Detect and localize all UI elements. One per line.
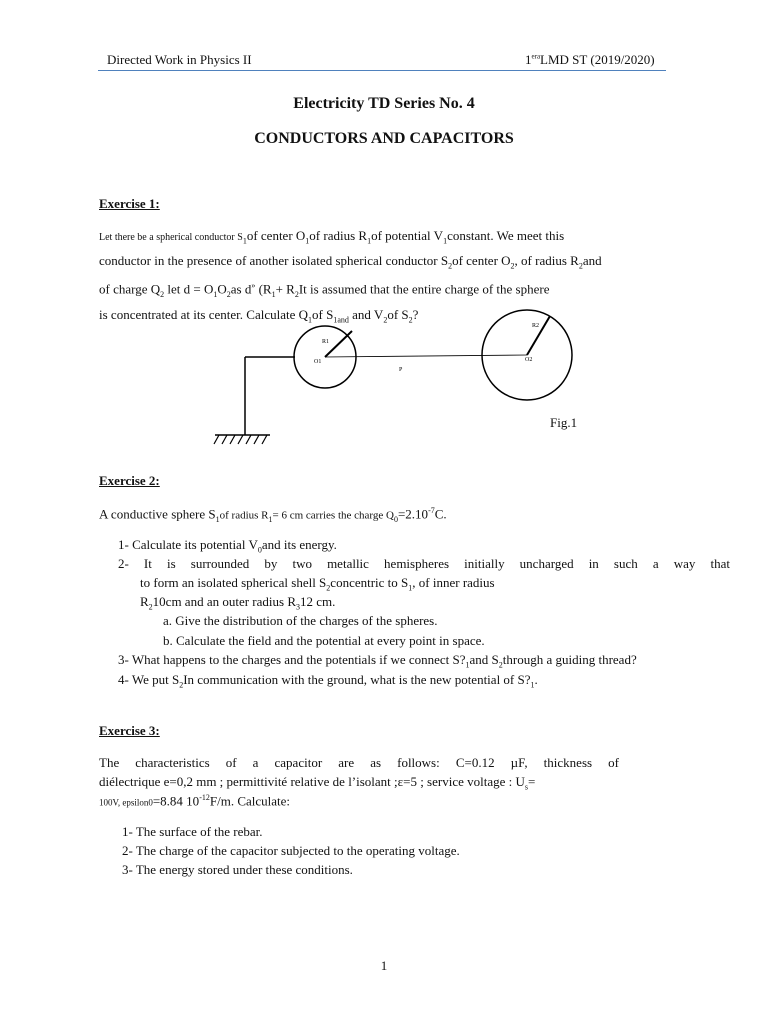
exercise3-item3: 3- The energy stored under these conditions. <box>122 862 353 877</box>
exercise3-line2: diélectrique e=0,2 mm ; permittivité relative de l’isolant ;ε=5 ; service voltage : $U_s=$ <box>99 774 536 792</box>
header-course-title: Directed Work in Physics II <box>107 52 252 67</box>
exercise1-heading: Exercise 1: <box>99 196 160 211</box>
exercise2-item1: 1- Calculate its potential $V_0and$ its energy. <box>118 537 337 555</box>
figure1-caption: Fig.1 <box>550 415 578 430</box>
exercise2-item2b: b. Calculate the field and the potential at every point in space. <box>163 633 485 648</box>
exercise1-line3: of charge $Q_2$ let $d = O_1O_2as$ d» ($R_1+ R_2It$ is assumed that the entire charge of the sphere <box>99 281 550 300</box>
exercise2-heading: Exercise 2: <box>99 473 160 488</box>
figure1-diagram <box>205 305 605 455</box>
exercise2-item2a: a. Give the distribution of the charges of the spheres. <box>163 613 438 628</box>
radius-r2 <box>527 316 550 355</box>
exercise2-item2-cont: to form an isolated spherical shell $S_2concentric$ to $S_1$, of inner radius <box>140 575 495 593</box>
exercise3-heading: Exercise 3: <box>99 723 160 738</box>
exercise2-item2: 2- It is surrounded by two metallic hemispheres initially uncharged in such a way that <box>118 556 730 571</box>
exercise2-intro: A conductive sphere $S_1of$ radius $R_1= 6$ cm carries the charge $Q_0=2.10^{-7}C$. <box>99 506 447 524</box>
exercise3-item2: 2- The charge of the capacitor subjected to the operating voltage. <box>122 843 460 858</box>
label-r2: R2 <box>532 323 540 329</box>
exercise1-line1: Let there be a spherical conductor $S_1of$ center $O_1of$ radius $R_1of$ potential $V_1constant$. We meet this <box>99 228 565 246</box>
topic-title: CONDUCTORS AND CAPACITORS <box>254 130 514 147</box>
label-r1: R1 <box>322 339 330 345</box>
ground-hatch <box>214 435 267 444</box>
radius-r1 <box>325 331 352 357</box>
exercise1-line2: conductor in the presence of another isolated spherical conductor $S_2of$ center $O_2$, of radius $R_2and$ <box>99 253 602 271</box>
exercise1-line4: is concentrated at its center. Calculate $Q_1of$ $S_{1and}$ and $V_2of$ $S_2$? <box>99 306 419 325</box>
label-o2: O2 <box>525 357 533 363</box>
exercise2-item4: 4- We put $S_2In$ communication with the ground, what is the new potential of $S?_1$. <box>118 672 538 690</box>
header-rule <box>98 70 666 71</box>
exercise3-line1: The characteristics of a capacitor are as follows: C=0.12 µF, thickness of <box>99 755 619 770</box>
exercise3-item1: 1- The surface of the rebar. <box>122 824 263 839</box>
label-o1: O1 <box>314 359 322 365</box>
exercise2-item3: 3- What happens to the charges and the potentials if we connect $S?_1and$ $S_2through$ a guiding thread? <box>118 652 637 670</box>
page-number: 1 <box>380 958 388 973</box>
exercise2-item2-radii: $R_210cm$ and an outer radius $R_312$ cm. <box>140 594 336 612</box>
exercise3-line3: 100V, epsilon0=8.84 $10^{-12}F/m$. Calculate: <box>99 793 291 809</box>
series-title: Electricity TD Series No. 4 <box>293 95 475 112</box>
label-distance: P <box>399 367 403 373</box>
header-class-year: $1^{era}LMD$ ST (2019/2020) <box>525 52 655 67</box>
